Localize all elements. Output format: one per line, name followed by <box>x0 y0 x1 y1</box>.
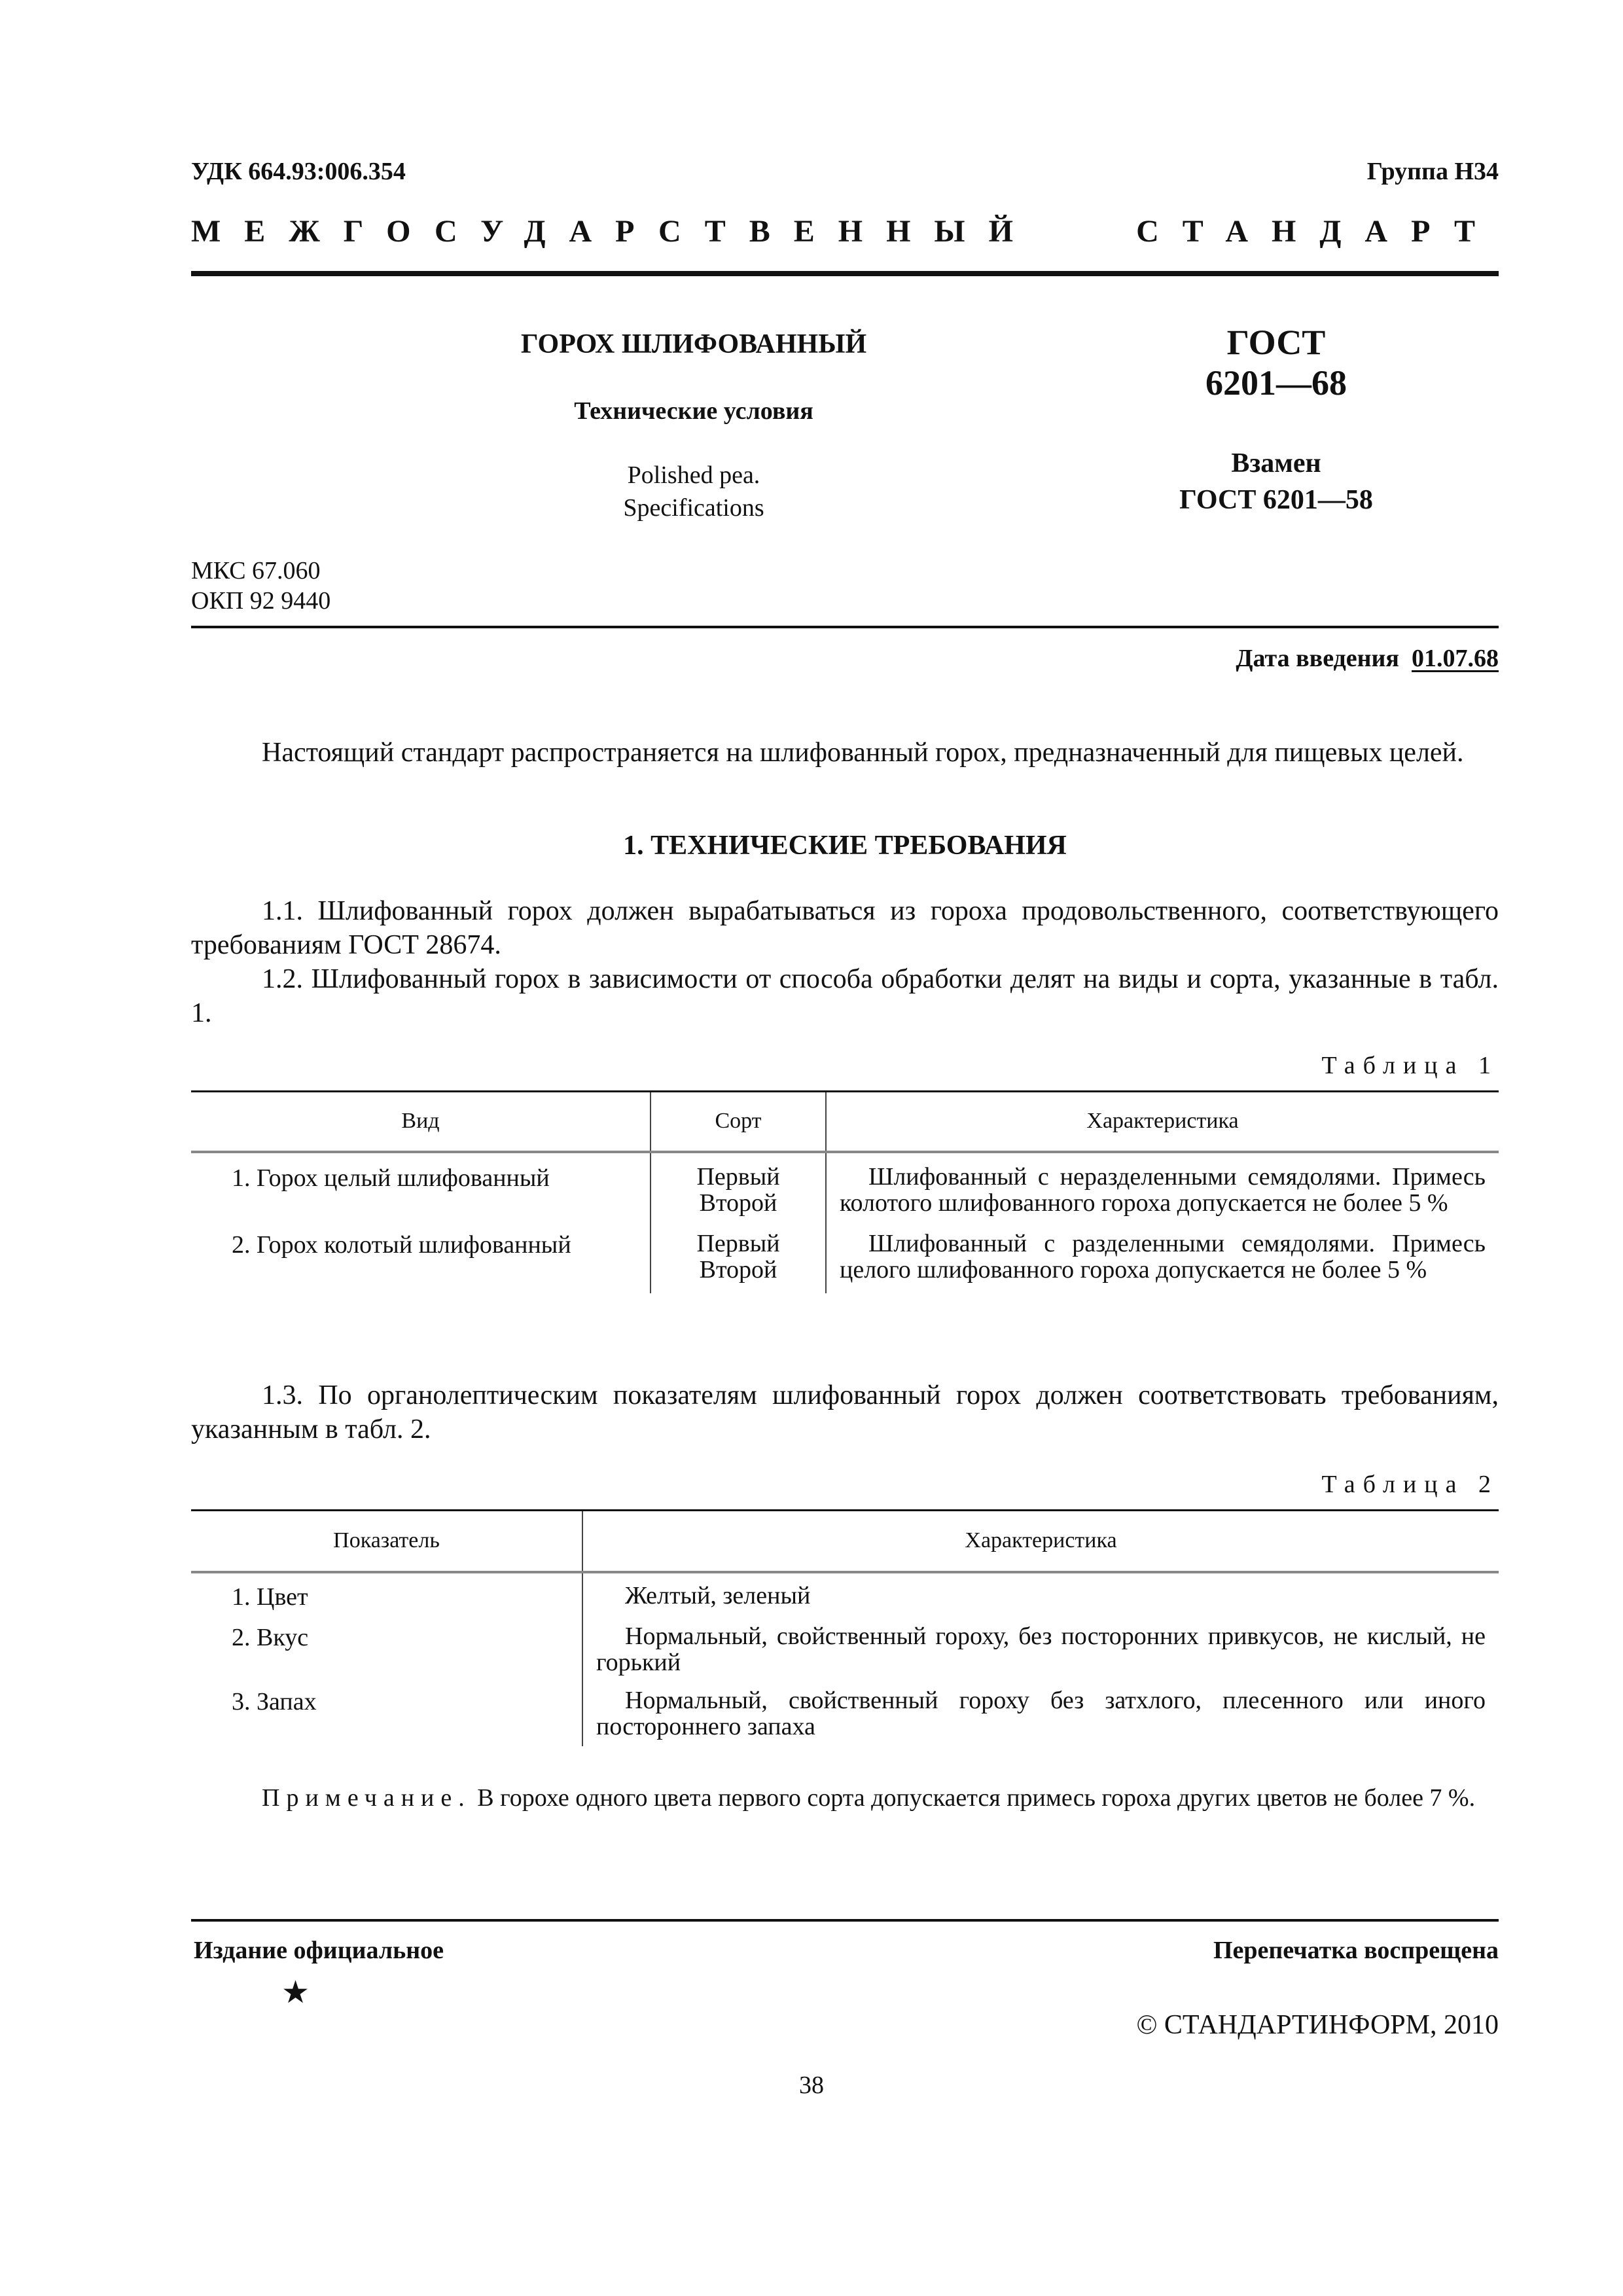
intro-date-value: 01.07.68 <box>1412 645 1499 672</box>
page-number: 38 <box>799 2072 824 2099</box>
table1-grade-cell <box>651 1152 826 1227</box>
table-1 <box>191 1090 1499 1293</box>
document-subtitle: Технические условия <box>574 397 813 425</box>
grade-second: Второй <box>699 1255 777 1283</box>
table1-grade-cell <box>651 1227 826 1293</box>
document-title: ГОРОХ ШЛИФОВАННЫЙ <box>520 329 867 359</box>
table-row <box>191 1614 1499 1678</box>
table2-header-desc: Характеристика <box>965 1528 1117 1553</box>
footer-rule <box>191 1919 1499 1922</box>
udk-code: УДК 664.93:006.354 <box>191 158 406 185</box>
table2-header-row <box>191 1511 1499 1572</box>
note-label: Примечание. <box>262 1784 471 1812</box>
table-row <box>191 1678 1499 1746</box>
table1-desc-cell: Шлифованный с неразделенными семядолями. Примесь колотого шлифованного гороха допускается не более 5 % <box>840 1162 1486 1217</box>
official-edition: Издание официальное <box>194 1937 444 1964</box>
section-heading: 1. ТЕХНИЧЕСКИЕ ТРЕБОВАНИЯ <box>623 831 1067 861</box>
intro-paragraph: Настоящий стандарт распространяется на шлифованный горох, предназначенный для пищевых целей. <box>262 738 1464 768</box>
intro-date <box>1236 644 1499 673</box>
paragraph-1-3: 1.3. По органолептическим показателям шлифованный горох должен соответствовать требованиям, указанным в табл. 2. <box>191 1380 1499 1444</box>
table1-kind-cell: 2. Горох колотый шлифованный <box>232 1230 571 1259</box>
table1-header-grade: Сорт <box>651 1092 826 1152</box>
paragraph-1-1: 1.1. Шлифованный горох должен вырабатываться из гороха продовольственного, соответствующего требованиям ГОСТ 28674. <box>191 896 1499 960</box>
table-2 <box>191 1509 1499 1746</box>
star-icon: ★ <box>281 1974 310 2011</box>
group-code: Группа Н34 <box>1366 158 1499 185</box>
table2-note <box>191 1783 1499 1813</box>
note-text: В горохе одного цвета первого сорта допускается примесь гороха других цветов не более 7 %. <box>471 1784 1476 1812</box>
table2-name-cell: 3. Запах <box>191 1678 582 1746</box>
table1-caption: Таблица 1 <box>1321 1052 1499 1079</box>
gost-number: 6201—68 <box>1205 363 1347 403</box>
grade-first: Первый <box>696 1229 780 1257</box>
english-subtitle: Specifications <box>623 494 764 522</box>
standard-type: МЕЖГОСУДАРСТВЕННЫЙ СТАНДАРТ <box>191 214 1499 249</box>
table-row <box>191 1152 1499 1227</box>
table-row <box>191 1227 1499 1293</box>
table2-name-cell: 1. Цвет <box>191 1572 582 1614</box>
table2-caption: Таблица 2 <box>1321 1471 1499 1498</box>
table1-desc-cell: Шлифованный с разделенными семядолями. Примесь целого шлифованного гороха допускается не более 5 % <box>840 1229 1486 1283</box>
grade-second: Второй <box>699 1189 777 1217</box>
table2-desc-cell: Нормальный, свойственный гороху, без посторонних привкусов, не кислый, не горький <box>596 1622 1486 1676</box>
paragraph-1-2: 1.2. Шлифованный горох в зависимости от способа обработки делят на виды и сорта, указанные в табл. 1. <box>191 964 1499 1028</box>
reprint-prohibited: Перепечатка воспрещена <box>1213 1937 1499 1964</box>
table2-desc-cell: Желтый, зеленый <box>625 1581 811 1609</box>
table1-kind-cell: 1. Горох целый шлифованный <box>232 1164 550 1192</box>
grade-first: Первый <box>696 1162 780 1191</box>
okp-code: ОКП 92 9440 <box>191 587 331 615</box>
table2-header-indicator: Показатель <box>191 1511 582 1572</box>
table1-header-desc: Характеристика <box>1086 1109 1239 1134</box>
copyright: © СТАНДАРТИНФОРМ, 2010 <box>1136 2010 1499 2040</box>
table-row <box>191 1572 1499 1614</box>
header-rule <box>191 271 1499 276</box>
codes-rule <box>191 626 1499 628</box>
table2-desc-cell: Нормальный, свойственный гороху без затхлого, плесенного или иного постороннего запаха <box>596 1686 1486 1740</box>
table1-header-kind: Вид <box>401 1109 440 1134</box>
mks-code: МКС 67.060 <box>191 557 321 584</box>
table1-header-row <box>191 1092 1499 1152</box>
intro-date-label: Дата введения <box>1236 645 1399 672</box>
table2-name-cell: 2. Вкус <box>191 1614 582 1678</box>
replaces-label: Взамен <box>1231 448 1321 478</box>
gost-label: ГОСТ <box>1226 323 1326 362</box>
english-title: Polished pea. <box>627 461 760 489</box>
replaces-number: ГОСТ 6201—58 <box>1179 485 1373 515</box>
